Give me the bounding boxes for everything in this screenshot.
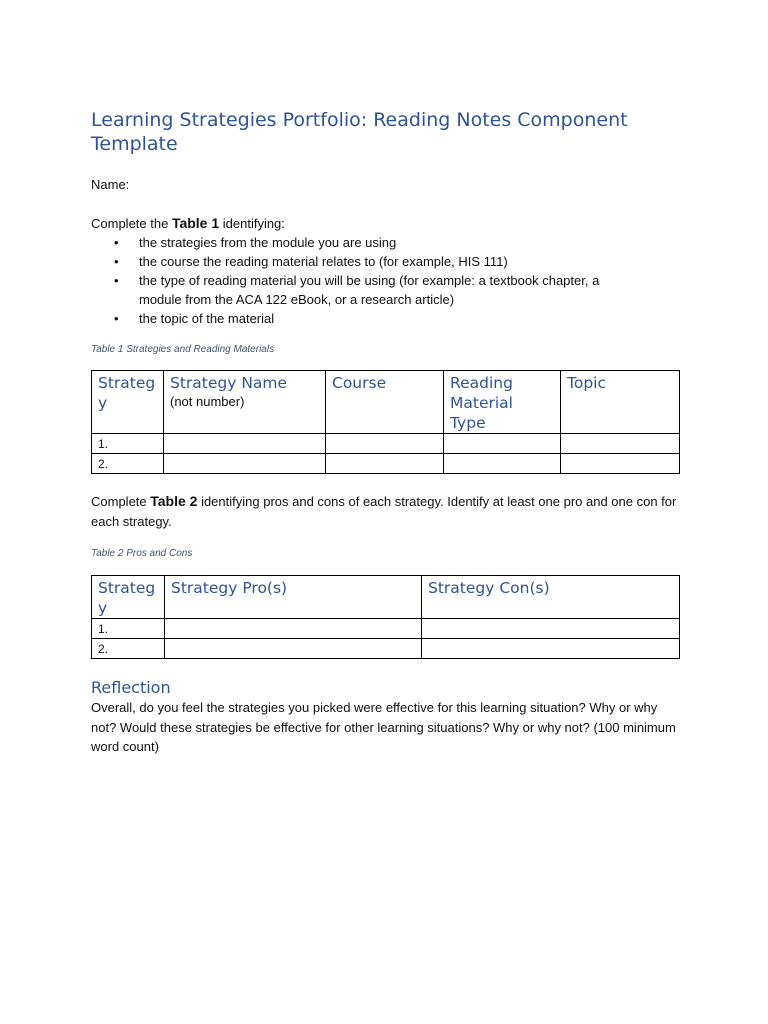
pros-cons-table — [91, 575, 680, 659]
row-number: 1. — [98, 437, 109, 451]
header-reading-material-type: Reading Material Type — [450, 374, 513, 432]
instruction-bold: Table 2 — [150, 493, 198, 509]
bullet-text: the strategies from the module you are using — [139, 235, 397, 250]
bullet-icon: • — [114, 311, 119, 326]
header-strategy-pros: Strategy Pro(s) — [171, 579, 288, 597]
table-row — [92, 639, 680, 659]
table-cell[interactable] — [165, 619, 422, 639]
table2-instruction — [91, 492, 679, 531]
table-cell[interactable] — [422, 619, 680, 639]
header-cell — [92, 371, 164, 434]
header-cell — [326, 371, 444, 434]
header-strategy-name: Strategy Name — [170, 374, 288, 392]
header-strategy: Strategy — [98, 374, 156, 412]
header-cell — [165, 576, 422, 619]
bullet-item — [91, 252, 679, 271]
header-cell — [164, 371, 326, 434]
instruction-text: Complete the — [91, 216, 172, 231]
table-row — [92, 434, 680, 454]
table-cell[interactable] — [92, 639, 165, 659]
table-cell[interactable] — [561, 434, 680, 454]
reflection-text: Overall, do you feel the strategies you picked were effective for this learning situation? Why or why not? Would these strategies be effective for other learning situations? Why or why not? (100 minimum word count) — [91, 700, 676, 754]
table-cell[interactable] — [444, 434, 561, 454]
table-header-row — [92, 371, 680, 434]
instruction-bullet-list — [91, 233, 679, 328]
bullet-text: the type of reading material you will be using (for example: a textbook chapter, a module from the ACA 122 eBook, or a research article) — [139, 273, 600, 307]
table-cell[interactable] — [561, 454, 680, 474]
page-title: Learning Strategies Portfolio: Reading Notes Component Template — [91, 109, 628, 155]
header-topic: Topic — [567, 374, 606, 392]
header-cell — [92, 576, 165, 619]
strategies-table — [91, 370, 680, 474]
table2-caption: Table 2 Pros and Cons — [91, 548, 193, 559]
table-cell[interactable] — [326, 454, 444, 474]
bullet-text: the course the reading material relates to (for example, HIS 111) — [139, 254, 508, 269]
header-cell — [561, 371, 680, 434]
header-strategy: Strategy — [98, 579, 156, 617]
instruction-text: Complete — [91, 494, 151, 509]
bullet-item — [91, 309, 679, 328]
table-cell[interactable] — [165, 639, 422, 659]
bullet-icon: • — [114, 273, 119, 288]
table-cell[interactable] — [164, 454, 326, 474]
table-row — [92, 454, 680, 474]
table-cell[interactable] — [92, 454, 164, 474]
row-number: 1. — [98, 622, 109, 636]
bullet-item — [91, 233, 679, 252]
table-cell[interactable] — [422, 639, 680, 659]
bullet-icon: • — [114, 254, 119, 269]
instruction-text: identifying: — [219, 216, 285, 231]
table-cell[interactable] — [92, 619, 165, 639]
instruction-bold: Table 1 — [171, 215, 220, 231]
row-number: 2. — [98, 642, 109, 656]
header-subtext: (not number) — [170, 394, 245, 409]
instruction-text: identifying pros and cons of each strategy. Identify at least one pro and one con for each strategy. — [91, 494, 677, 529]
table-cell[interactable] — [326, 434, 444, 454]
table1-caption: Table 1 Strategies and Reading Materials — [91, 344, 275, 355]
reflection-heading: Reflection — [91, 678, 171, 697]
header-cell — [444, 371, 561, 434]
table-cell[interactable] — [164, 434, 326, 454]
bullet-item — [91, 271, 679, 309]
header-course: Course — [332, 374, 387, 392]
table-header-row — [92, 576, 680, 619]
header-strategy-cons: Strategy Con(s) — [428, 579, 550, 597]
bullet-text: the topic of the material — [139, 311, 275, 326]
name-label: Name: — [91, 177, 130, 192]
table-cell[interactable] — [444, 454, 561, 474]
bullet-icon: • — [114, 235, 119, 250]
table-cell[interactable] — [92, 434, 164, 454]
row-number: 2. — [98, 457, 109, 471]
table-row — [92, 619, 680, 639]
header-cell — [422, 576, 680, 619]
table1-instruction — [91, 215, 285, 231]
